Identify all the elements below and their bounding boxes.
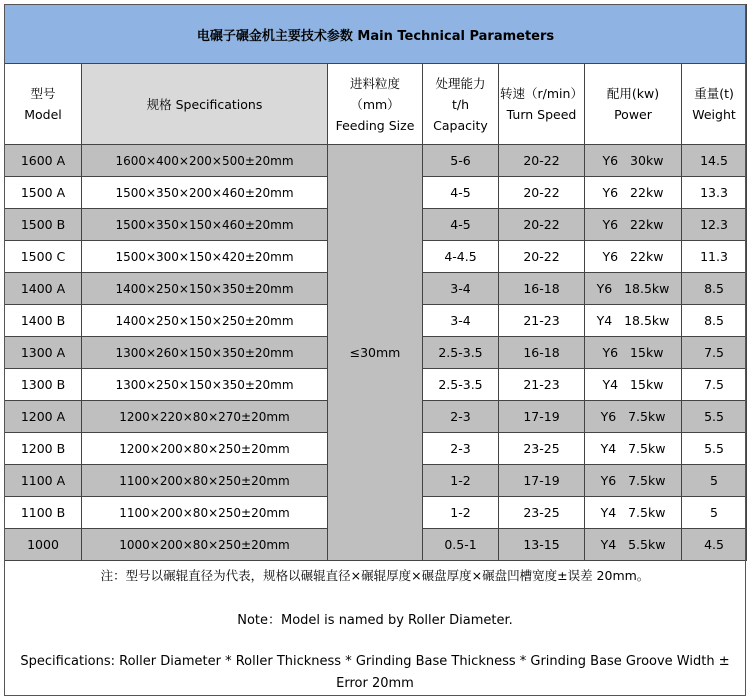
cell-power: Y4 7.5kw [585,433,682,465]
cell-spec: 1000×200×80×250±20mm [82,529,328,561]
cell-weight: 8.5 [682,305,747,337]
cell-power: Y4 18.5kw [585,305,682,337]
cell-weight: 7.5 [682,337,747,369]
cell-capacity: 3-4 [423,305,499,337]
cell-model: 1400 A [5,273,82,305]
cell-speed: 16-18 [499,337,585,369]
note-chinese: 注：型号以碾辊直径为代表，规格以碾辊直径×碾辊厚度×碾盘厚度×碾盘凹槽宽度±误差 20mm。 [100,568,650,583]
cell-weight: 5 [682,465,747,497]
cell-spec: 1300×260×150×350±20mm [82,337,328,369]
header-model: 型号 Model [5,64,82,145]
cell-model: 1300 A [5,337,82,369]
cell-power: Y6 22kw [585,177,682,209]
cell-speed: 23-25 [499,497,585,529]
cell-model: 1000 [5,529,82,561]
cell-speed: 17-19 [499,465,585,497]
cell-weight: 11.3 [682,241,747,273]
cell-model: 1200 A [5,401,82,433]
cell-model: 1500 C [5,241,82,273]
cell-power: Y4 15kw [585,369,682,401]
cell-model: 1600 A [5,145,82,177]
cell-spec: 1400×250×150×350±20mm [82,273,328,305]
cell-spec: 1100×200×80×250±20mm [82,465,328,497]
cell-capacity: 2.5-3.5 [423,369,499,401]
cell-speed: 20-22 [499,145,585,177]
cell-model: 1300 B [5,369,82,401]
cell-capacity: 5-6 [423,145,499,177]
cell-spec: 1400×250×150×250±20mm [82,305,328,337]
cell-power: Y4 7.5kw [585,497,682,529]
cell-spec: 1500×350×150×460±20mm [82,209,328,241]
cell-weight: 8.5 [682,273,747,305]
cell-weight: 12.3 [682,209,747,241]
note-model: Note：Model is named by Roller Diameter. [237,613,513,628]
cell-power: Y6 22kw [585,209,682,241]
cell-capacity: 1-2 [423,497,499,529]
cell-spec: 1300×250×150×350±20mm [82,369,328,401]
cell-spec: 1200×220×80×270±20mm [82,401,328,433]
table-title: 电碾子碾金机主要技术参数 Main Technical Parameters [5,5,747,64]
header-weight: 重量(t) Weight [682,64,747,145]
cell-weight: 7.5 [682,369,747,401]
note-specifications: Specifications: Roller Diameter * Roller Thickness * Grinding Base Thickness * Grinding Base Groove Width ± Error 20mm [20,654,730,691]
cell-speed: 13-15 [499,529,585,561]
cell-speed: 20-22 [499,209,585,241]
cell-power: Y6 7.5kw [585,465,682,497]
cell-spec: 1500×350×200×460±20mm [82,177,328,209]
cell-feeding-size: ≤30mm [328,145,423,561]
cell-power: Y6 7.5kw [585,401,682,433]
cell-power: Y4 5.5kw [585,529,682,561]
cell-speed: 20-22 [499,241,585,273]
cell-spec: 1100×200×80×250±20mm [82,497,328,529]
cell-power: Y6 22kw [585,241,682,273]
cell-weight: 5.5 [682,401,747,433]
cell-capacity: 1-2 [423,465,499,497]
cell-model: 1100 A [5,465,82,497]
cell-power: Y6 15kw [585,337,682,369]
cell-power: Y6 30kw [585,145,682,177]
cell-capacity: 4-5 [423,209,499,241]
cell-capacity: 4-4.5 [423,241,499,273]
header-feeding-size: 进料粒度 （mm） Feeding Size [328,64,423,145]
cell-speed: 21-23 [499,369,585,401]
cell-power: Y6 18.5kw [585,273,682,305]
cell-weight: 5.5 [682,433,747,465]
cell-capacity: 2-3 [423,401,499,433]
cell-capacity: 3-4 [423,273,499,305]
cell-capacity: 2.5-3.5 [423,337,499,369]
cell-model: 1400 B [5,305,82,337]
cell-speed: 21-23 [499,305,585,337]
cell-weight: 14.5 [682,145,747,177]
cell-spec: 1200×200×80×250±20mm [82,433,328,465]
cell-spec: 1500×300×150×420±20mm [82,241,328,273]
cell-weight: 4.5 [682,529,747,561]
cell-speed: 16-18 [499,273,585,305]
outer-border [4,4,746,696]
cell-speed: 17-19 [499,401,585,433]
cell-capacity: 4-5 [423,177,499,209]
cell-weight: 13.3 [682,177,747,209]
cell-weight: 5 [682,497,747,529]
header-speed: 转速（r/min） Turn Speed [499,64,585,145]
header-spec: 规格 Specifications [82,64,328,145]
cell-model: 1500 B [5,209,82,241]
cell-speed: 20-22 [499,177,585,209]
cell-model: 1100 B [5,497,82,529]
cell-capacity: 2-3 [423,433,499,465]
cell-capacity: 0.5-1 [423,529,499,561]
cell-speed: 23-25 [499,433,585,465]
cell-model: 1500 A [5,177,82,209]
cell-spec: 1600×400×200×500±20mm [82,145,328,177]
header-capacity: 处理能力 t/h Capacity [423,64,499,145]
cell-model: 1200 B [5,433,82,465]
header-power: 配用(kw) Power [585,64,682,145]
